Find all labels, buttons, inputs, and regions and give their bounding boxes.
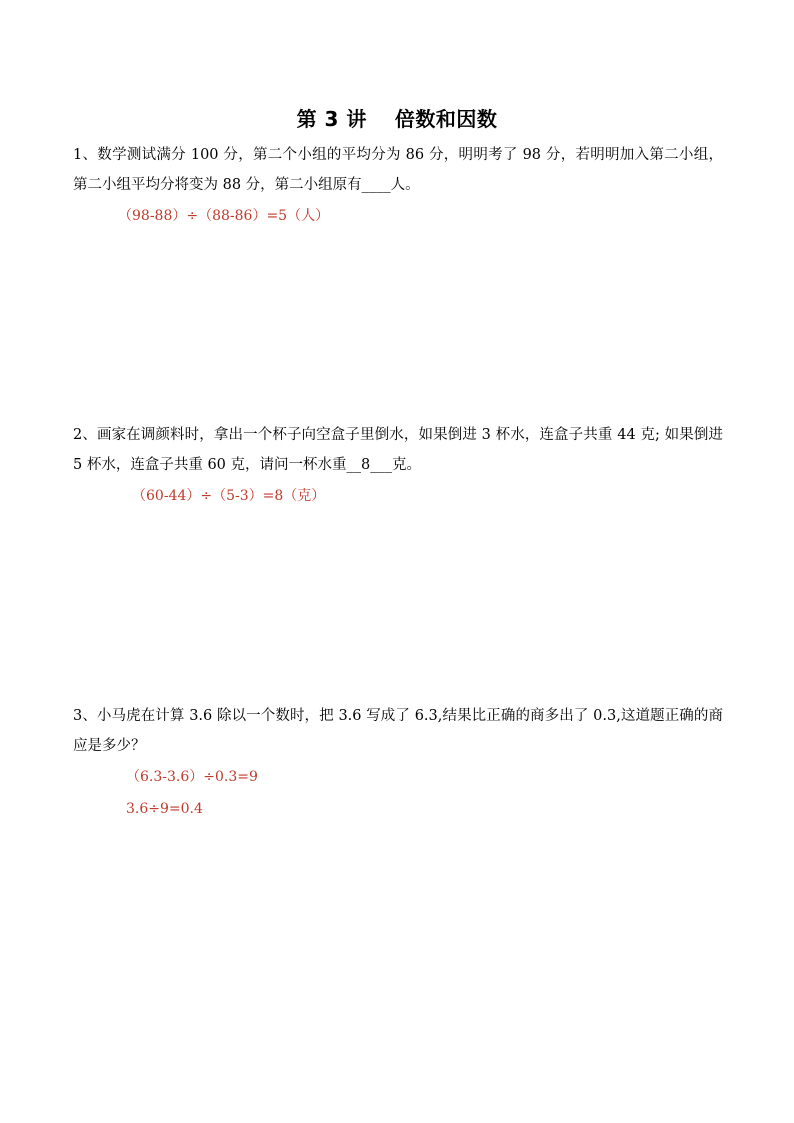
question-3-answer-step-2: 3.6÷9=0.4 xyxy=(126,801,203,817)
page-title: 第 3 讲 倍数和因数 xyxy=(296,107,498,131)
question-1-answer: （98-88）÷（88-86）=5（人） xyxy=(118,208,330,224)
question-1-text: 1、数学测试满分 100 分，第二个小组的平均分为 86 分，明明考了 98 分，若明明加入第二小组，第二小组平均分将变为 88 分，第二小组原有____人。 xyxy=(73,147,723,193)
question-2-text: 2、画家在调颜料时，拿出一个杯子向空盒子里倒水，如果倒进 3 杯水，连盒子共重 44 克; 如果倒进 5 杯水，连盒子共重 60 克，请问一杯水重__8___克。 xyxy=(73,427,723,473)
question-3-answer-step-1: （6.3-3.6）÷0.3=9 xyxy=(126,769,258,785)
question-3-text: 3、小马虎在计算 3.6 除以一个数时，把 3.6 写成了 6.3,结果比正确的商多出了 0.3,这道题正确的商应是多少？ xyxy=(73,708,723,754)
question-2-answer: （60-44）÷（5-3）=8（克） xyxy=(132,488,326,504)
